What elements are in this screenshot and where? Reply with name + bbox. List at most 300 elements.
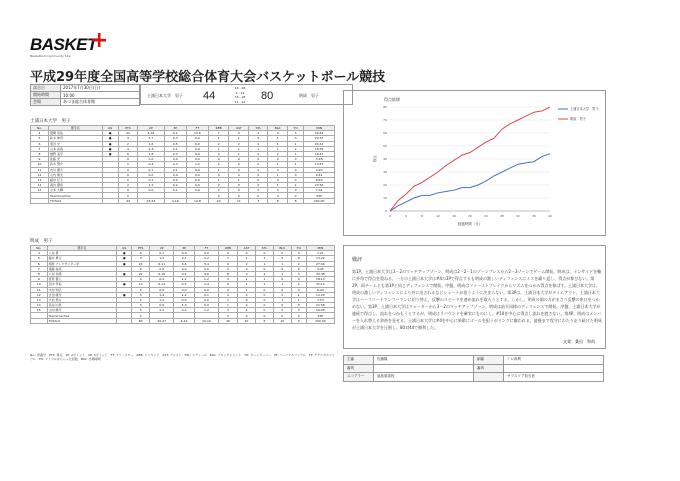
table-cell: 21	[118, 131, 137, 136]
table-cell: 4	[118, 136, 137, 141]
table-cell: 鈴木 伸吾	[49, 136, 102, 141]
official-name	[504, 364, 604, 373]
table-cell: 0	[268, 167, 288, 172]
site-logo	[30, 28, 110, 58]
table-cell: 0	[118, 193, 137, 198]
y-tick-label: 20	[383, 183, 387, 188]
series-line-home	[390, 154, 550, 211]
table-cell: 30:52	[304, 131, 335, 136]
table-cell: 風間 亮佑	[49, 131, 102, 136]
table-cell: 1	[273, 261, 291, 266]
table-cell: TeamCoaches	[49, 193, 102, 198]
table-cell: 0-1	[164, 167, 186, 172]
table-cell: 0	[249, 136, 268, 141]
table-cell: 8:49	[304, 177, 335, 182]
table-cell: 2	[229, 141, 249, 146]
table-cell: 2-2	[150, 308, 174, 313]
table-cell: 31:14	[306, 282, 334, 287]
table-cell: 2	[273, 292, 291, 297]
table-cell	[102, 198, 118, 203]
table-cell: 0	[229, 157, 249, 162]
table-cell: 8	[31, 151, 49, 156]
table-cell: 0	[291, 303, 306, 308]
table-cell: 6:40	[306, 287, 334, 292]
table-cell: 10	[31, 282, 48, 287]
table-cell: 0	[249, 193, 268, 198]
table-cell: 0-0	[194, 266, 218, 271]
table-cell: 吉川 優斗	[49, 167, 102, 172]
table-cell: 1	[237, 282, 255, 287]
table-cell: 0	[249, 157, 268, 162]
table-cell: 6	[219, 261, 238, 266]
table-cell: 0-0	[186, 177, 208, 182]
table-cell: 山本 大輝	[49, 188, 102, 193]
table-cell: 0	[219, 266, 238, 271]
table-cell: 0	[273, 266, 291, 271]
game-review	[343, 245, 606, 349]
table-cell: 0	[237, 251, 255, 256]
table-cell: 0	[229, 188, 249, 193]
table-cell: 0-1	[164, 131, 186, 136]
table-cell: 4	[208, 151, 228, 156]
table-cell: 14	[31, 303, 48, 308]
table-cell: 0-0	[186, 151, 208, 156]
table-cell: 1-2	[150, 297, 174, 302]
table-cell: 木村 知弘	[47, 287, 117, 292]
table-cell: 2	[132, 297, 150, 302]
table-cell: 0	[249, 141, 268, 146]
home-box-score	[30, 125, 335, 204]
table-cell: 11	[229, 198, 249, 203]
table-cell: 鈴木 慧介	[49, 162, 102, 167]
table-cell: 10	[31, 162, 49, 167]
chart-title: 得点推移	[384, 97, 400, 102]
table-cell: 14	[31, 183, 49, 188]
table-cell: 0	[268, 193, 288, 198]
table-cell: 0	[268, 177, 288, 182]
x-axis-label: 経過時間（分）	[457, 222, 483, 226]
table-cell: 26-47	[150, 318, 174, 323]
table-cell: 0	[132, 313, 150, 318]
y-tick-label: 50	[383, 144, 387, 149]
table-cell: 0	[268, 131, 288, 136]
table-cell: 6	[31, 261, 48, 266]
table-cell: 7	[208, 131, 228, 136]
table-cell: 9:41	[304, 172, 335, 177]
table-cell: 田中 孝佑	[47, 282, 117, 287]
table-cell: 1	[256, 256, 274, 261]
table-cell: 0-0	[164, 177, 186, 182]
away-box-score	[30, 245, 335, 324]
table-cell: 1	[229, 136, 249, 141]
column-header: MIN	[306, 246, 334, 251]
official-role	[474, 373, 504, 382]
table-cell: 9	[31, 277, 48, 282]
table-cell: 0	[229, 172, 249, 177]
column-header: 2P	[138, 126, 164, 131]
table-cell: 0	[256, 251, 274, 256]
table-cell: 0	[118, 167, 137, 172]
table-cell: 0	[237, 266, 255, 271]
table-cell: 3	[219, 277, 238, 282]
column-header: AST	[229, 126, 249, 131]
table-cell: 0	[132, 251, 150, 256]
table-cell: 0-0	[174, 287, 194, 292]
table-cell: 1	[229, 146, 249, 151]
table-cell: 0	[273, 277, 291, 282]
table-cell: 3-8	[138, 151, 164, 156]
table-cell: 0	[291, 277, 306, 282]
table-cell: 0-4	[138, 162, 164, 167]
table-cell: ●	[117, 282, 132, 287]
table-cell: 1-2	[194, 256, 218, 261]
column-header: FT	[186, 126, 208, 131]
table-cell: 22	[132, 271, 150, 276]
table-cell: 8	[287, 198, 303, 203]
table-cell: 3	[229, 131, 249, 136]
table-cell: 1	[249, 131, 268, 136]
table-cell: 0	[291, 313, 306, 318]
table-cell: 0	[249, 172, 268, 177]
table-cell: 2	[291, 261, 306, 266]
table-cell: 25P	[304, 193, 335, 198]
table-cell: 0	[219, 287, 238, 292]
table-cell: 原田 光	[49, 141, 102, 146]
table-cell: 5	[31, 136, 49, 141]
table-cell: 0-1	[174, 256, 194, 261]
table-cell: 0-0	[194, 251, 218, 256]
table-cell: 1-2	[150, 256, 174, 261]
y-tick-label: 0	[385, 209, 387, 214]
table-cell: 0	[291, 266, 306, 271]
info-key: 会場	[31, 99, 61, 106]
x-tick-label: 32	[516, 214, 520, 218]
column-header: TO	[287, 126, 303, 131]
table-cell: 0-0	[150, 303, 174, 308]
x-tick-label: 4	[405, 214, 407, 218]
x-tick-label: 16	[452, 214, 456, 218]
table-cell: 1	[208, 136, 228, 141]
table-cell: 0-3	[174, 282, 194, 287]
table-cell: 1	[208, 167, 228, 172]
table-row	[31, 318, 335, 323]
table-cell: 2	[291, 282, 306, 287]
quarter-score: 11 - 12	[234, 99, 246, 104]
table-cell: 0	[256, 313, 274, 318]
table-cell: ●	[102, 151, 118, 156]
table-cell: 1	[268, 146, 288, 151]
official-role: 審判	[474, 364, 504, 373]
review-author: 文責：桑田 和尚	[563, 339, 595, 344]
table-cell: 1	[237, 287, 255, 292]
table-cell: 大松 悠太	[47, 297, 117, 302]
official-role: 副審	[474, 356, 504, 365]
official-name: サブスコア担当者	[504, 373, 604, 382]
column-header: MIN	[304, 126, 335, 131]
table-cell: 13	[31, 297, 48, 302]
home-team-name: 土浦日本大学 男子	[147, 93, 183, 98]
table-cell: 5	[132, 308, 150, 313]
x-tick-label: 20	[468, 214, 472, 218]
table-cell: 7:53	[306, 297, 334, 302]
quarter-score: 15 - 18	[234, 95, 246, 99]
table-cell: ●	[117, 271, 132, 276]
table-cell: 0-0	[194, 297, 218, 302]
table-cell: 0	[229, 167, 249, 172]
table-cell: 4-6	[194, 271, 218, 276]
table-cell: 1	[268, 136, 288, 141]
table-cell: 0-0	[150, 266, 174, 271]
table-cell: 6	[118, 151, 137, 156]
table-cell: 3	[249, 198, 268, 203]
table-cell: 1	[237, 277, 255, 282]
official-name: ミロ真利	[504, 356, 604, 365]
table-cell: 2	[208, 162, 228, 167]
table-cell: 29:37	[304, 136, 335, 141]
table-cell: 0-5	[164, 141, 186, 146]
table-cell: 1	[237, 308, 255, 313]
table-cell: 19:47	[304, 151, 335, 156]
table-cell: 11	[31, 167, 49, 172]
table-cell: 1-4	[194, 282, 218, 287]
stat-legend-note: No.: 背番号 PTS: 得点 2P: 2ポイント 3P: 3ポイント FT: フリースロー REB: リバウンド AST: アシスト STL: スティール BLK: ブロックショット TO: ターンオーバー PF: パーソナルファウル TF: テクニカルファウル FD: ファウルをもらった回数 MIN: 出場時間	[30, 353, 335, 362]
table-cell: 5	[31, 256, 48, 261]
table-cell: 0	[256, 303, 274, 308]
table-cell: 4	[31, 251, 48, 256]
table-cell: 7:21	[306, 251, 334, 256]
table-cell: 3	[132, 256, 150, 261]
table-cell: 12:20	[306, 292, 334, 297]
column-header: 3P	[174, 246, 194, 251]
table-cell: 7	[31, 266, 48, 271]
table-cell: 2-7	[138, 136, 164, 141]
table-cell: ●	[117, 256, 132, 261]
official-role: 主審	[344, 356, 374, 365]
table-cell: 山内 健太	[49, 172, 102, 177]
quarter-score: 2 - 19	[235, 90, 245, 95]
table-cell: 0-0	[186, 183, 208, 188]
logo-plus-icon: +	[90, 28, 109, 53]
y-tick-label: 10	[383, 196, 387, 201]
table-cell: 0	[118, 177, 137, 182]
table-cell: 吉田 健介	[47, 292, 117, 297]
column-header: FT	[194, 246, 218, 251]
table-cell: 1	[256, 282, 274, 287]
table-cell: 3	[291, 271, 306, 276]
official-name	[374, 364, 474, 373]
table-cell: 0	[237, 303, 255, 308]
table-cell: 1	[287, 141, 303, 146]
table-cell: 2	[273, 256, 291, 261]
table-cell: TOTALS	[49, 198, 102, 203]
table-cell: 0	[249, 162, 268, 167]
table-cell: 0	[219, 251, 238, 256]
table-cell: 9	[31, 157, 49, 162]
table-cell: 2	[118, 183, 137, 188]
table-cell: 2	[287, 146, 303, 151]
table-cell: 2	[256, 271, 274, 276]
table-cell: 1	[273, 297, 291, 302]
table-cell: 2	[208, 183, 228, 188]
x-tick-label: 28	[500, 214, 504, 218]
table-cell: 8	[31, 271, 48, 276]
column-header: GS	[102, 126, 118, 131]
table-cell: 10-19	[194, 318, 218, 323]
officials-table	[343, 355, 604, 382]
table-cell: 26:41	[304, 141, 335, 146]
table-cell: 15	[31, 308, 48, 313]
table-cell: 0	[256, 287, 274, 292]
column-header: No.	[31, 246, 48, 251]
column-header: 選手名	[49, 126, 102, 131]
y-tick-label: 40	[383, 157, 387, 162]
legend-label: 明成 男子	[570, 117, 586, 122]
table-cell: 0	[273, 308, 291, 313]
table-cell: 6	[219, 282, 238, 287]
table-cell: 2	[208, 141, 228, 146]
table-cell: 24	[132, 261, 150, 266]
table-cell: 0	[237, 292, 255, 297]
table-cell: 0-1	[138, 167, 164, 172]
table-cell: ●	[102, 146, 118, 151]
table-cell: 0	[256, 297, 274, 302]
table-cell: 0	[256, 308, 274, 313]
table-cell: 0-1	[164, 146, 186, 151]
table-cell: ●	[102, 136, 118, 141]
table-cell: 0-2	[164, 183, 186, 188]
column-header: 3P	[164, 126, 186, 131]
info-key: 開始時間	[31, 92, 61, 99]
table-cell: 1	[219, 297, 238, 302]
table-cell: 0-3	[164, 136, 186, 141]
table-cell: 1	[249, 146, 268, 151]
table-cell: ●	[117, 251, 132, 256]
table-cell: 1	[268, 141, 288, 146]
table-cell: 3-6	[174, 261, 194, 266]
table-cell: 1	[118, 162, 137, 167]
chart-svg	[344, 91, 607, 237]
table-cell: 0	[237, 313, 255, 318]
table-cell: 0-3	[164, 151, 186, 156]
table-cell: 1-6	[138, 141, 164, 146]
table-cell: 佐藤 光	[49, 157, 102, 162]
x-tick-label: 8	[421, 214, 423, 218]
table-cell: 6-11	[150, 261, 174, 266]
table-cell: 13:57	[304, 162, 335, 167]
x-tick-label: 40	[548, 214, 552, 218]
quarter-scores	[229, 86, 251, 104]
table-cell: 3	[132, 303, 150, 308]
page-title: 平成29年度全国高等学校総合体育大会バスケットボール競技	[30, 70, 386, 85]
table-cell: 0	[237, 297, 255, 302]
table-cell: 12	[31, 292, 48, 297]
table-cell: 2	[118, 141, 137, 146]
table-cell: 0	[273, 313, 291, 318]
table-cell: 4:45	[306, 266, 334, 271]
table-cell: 0	[249, 167, 268, 172]
table-cell: 4-16	[138, 131, 164, 136]
table-cell: 0	[132, 287, 150, 292]
table-cell: 14-8	[186, 198, 208, 203]
table-cell: 山本 拓哉	[49, 146, 102, 151]
table-cell: 13	[31, 177, 49, 182]
table-cell: 2	[268, 151, 288, 156]
table-cell: 25P	[306, 313, 334, 318]
table-cell: 11	[31, 287, 48, 292]
info-value: 10:00	[61, 92, 140, 99]
quarter-score: 16 - 26	[234, 86, 246, 90]
table-cell: 4	[31, 131, 49, 136]
table-cell: 0	[132, 266, 150, 271]
table-cell: 1-2	[194, 277, 218, 282]
table-cell: 0	[249, 183, 268, 188]
table-cell: 1-2	[174, 292, 194, 297]
table-cell	[31, 198, 49, 203]
table-cell: 0-0	[194, 303, 218, 308]
table-cell: 1-2	[186, 162, 208, 167]
table-cell: 24	[208, 198, 228, 203]
table-cell: 0-0	[174, 297, 194, 302]
table-cell: 4	[132, 277, 150, 282]
table-cell: 0	[249, 151, 268, 156]
table-cell: 1	[268, 162, 288, 167]
table-cell: 200:00	[306, 318, 334, 323]
table-cell: 0	[291, 251, 306, 256]
table-cell: 1	[208, 177, 228, 182]
table-cell: 18:13	[306, 277, 334, 282]
table-cell: 15	[31, 188, 49, 193]
table-cell: 7:04	[304, 188, 335, 193]
table-cell: 0	[287, 177, 303, 182]
table-cell: 菅原 優人	[47, 277, 117, 282]
x-tick-label: 24	[484, 214, 488, 218]
table-cell: 15-53	[138, 198, 164, 203]
column-header: GS	[117, 246, 132, 251]
table-cell: 4	[118, 146, 137, 151]
table-cell: 0	[208, 157, 228, 162]
table-cell: 2	[237, 261, 255, 266]
table-row	[31, 198, 335, 203]
table-cell: 0	[268, 157, 288, 162]
table-cell: 0-1	[150, 251, 174, 256]
column-header: PTS	[118, 126, 137, 131]
logo-word: BASKET	[30, 35, 97, 54]
table-cell: 6	[256, 318, 274, 323]
home-section-label: 土浦日本大学 男子	[30, 119, 71, 124]
y-tick-label: 70	[383, 118, 387, 123]
table-cell: TOTALS	[47, 318, 117, 323]
table-cell: ●	[102, 141, 118, 146]
table-cell: 1	[291, 297, 306, 302]
home-score: 44	[203, 90, 216, 102]
table-cell: 8	[219, 271, 238, 276]
table-cell: 1-2	[174, 277, 194, 282]
table-cell: 18:39	[304, 146, 335, 151]
table-cell: 0-18	[164, 198, 186, 203]
official-role: 審判	[344, 364, 374, 373]
table-cell: 0-0	[138, 172, 164, 177]
table-cell: TeamCoaches	[47, 313, 117, 318]
away-score: 80	[261, 90, 274, 102]
table-cell: 1-4	[150, 292, 174, 297]
table-cell: 4:20	[304, 167, 335, 172]
table-cell: 44	[118, 198, 137, 203]
table-cell: 1	[273, 282, 291, 287]
table-cell: 山内 健介	[47, 308, 117, 313]
table-cell: 36	[219, 318, 238, 323]
table-cell: 0-2	[174, 271, 194, 276]
y-axis-label: 得点	[373, 155, 377, 163]
